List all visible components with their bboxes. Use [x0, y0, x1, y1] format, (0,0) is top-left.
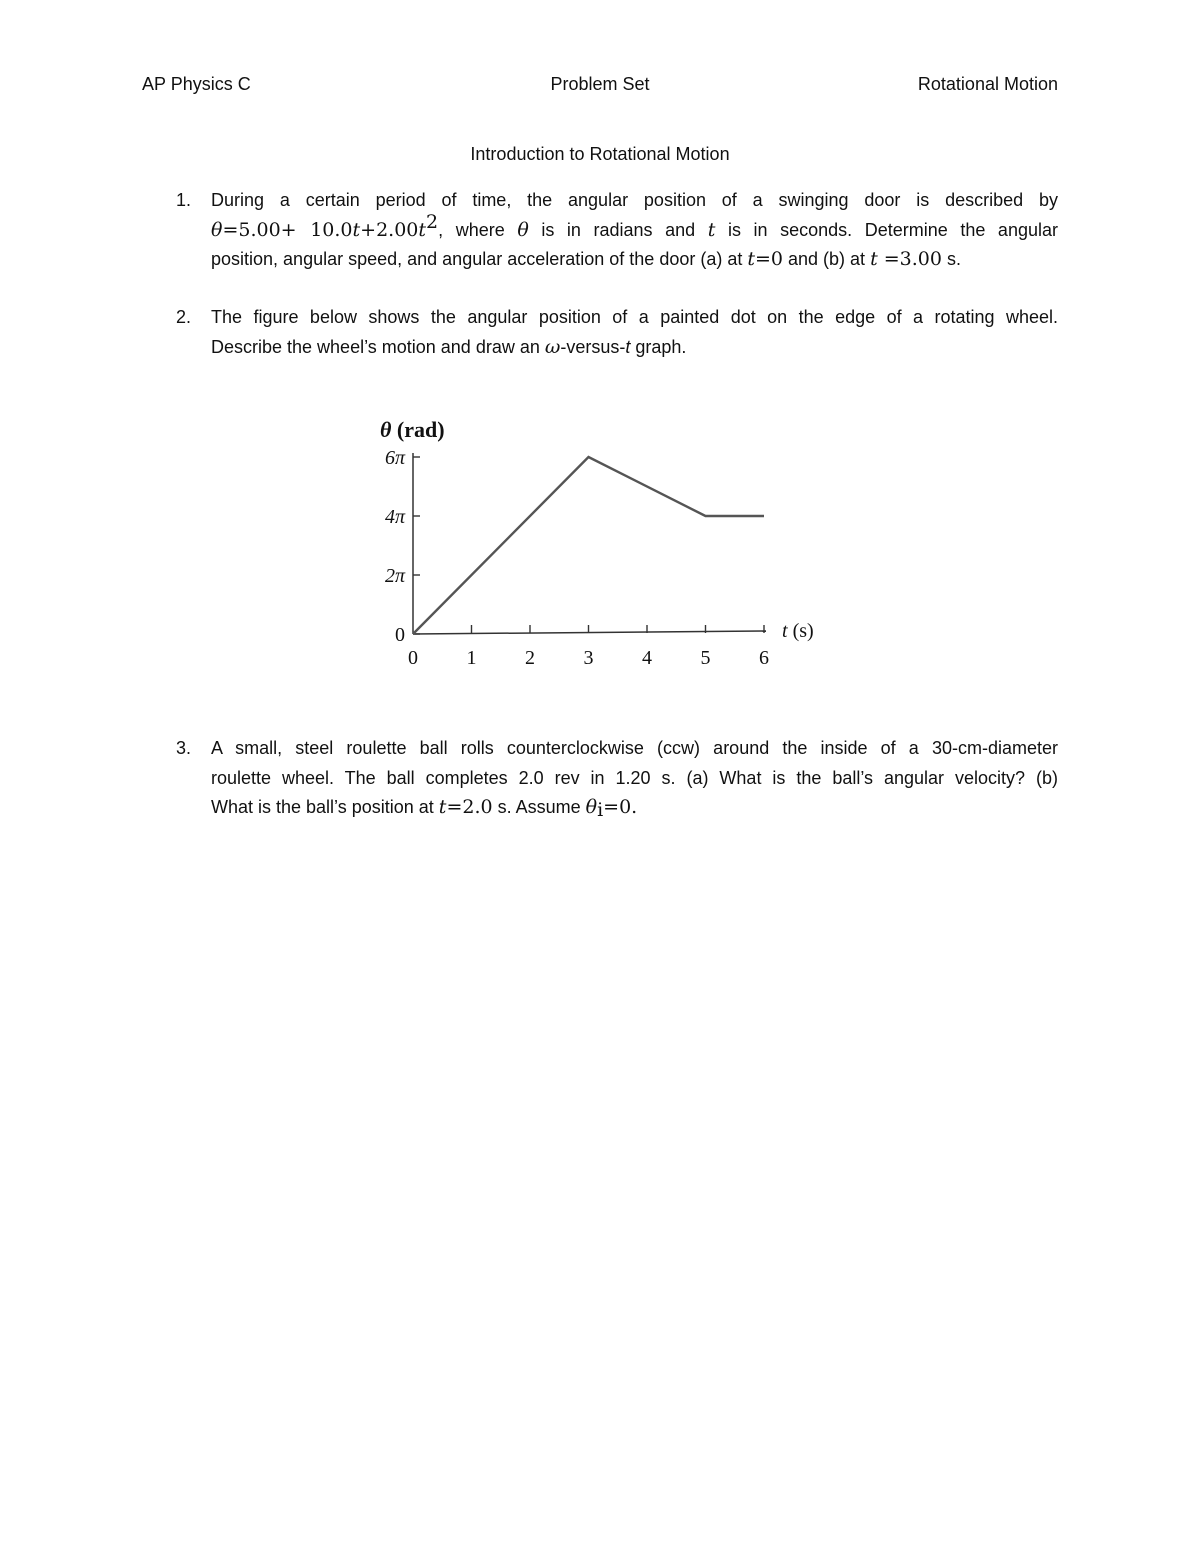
y-axis-label: θ (rad)	[380, 417, 445, 442]
angular-position-graph	[340, 405, 840, 675]
problem-1	[176, 186, 1058, 275]
y-tick-label: 4π	[384, 506, 405, 528]
x-tick-label: 5	[700, 647, 711, 669]
problem-2	[176, 303, 1058, 362]
problem-3	[176, 734, 1058, 823]
problem-line: Describe the wheel’s motion and draw an ω-versus-t graph.	[211, 335, 687, 358]
series-line	[413, 457, 764, 634]
x-tick-label: 0	[408, 647, 418, 669]
x-tick-label: 4	[642, 647, 652, 669]
problem-line: During a certain period of time, the angular position of a swinging door is described by	[211, 190, 1058, 210]
problem-number: 2.	[176, 307, 192, 327]
problem-line: The figure below shows the angular position of a painted dot on the edge of a rotating wheel.	[211, 307, 1058, 327]
problem-line: roulette wheel. The ball completes 2.0 rev in 1.20 s. (a) What is the ball’s angular velocity? (b)	[211, 767, 1058, 788]
y-tick-label: 0	[395, 624, 405, 646]
problem-number: 3.	[176, 738, 192, 758]
x-axis	[413, 631, 766, 634]
problem-line: What is the ball’s position at t=2.0 s. Assume $\theta_i=0$.	[211, 796, 638, 821]
x-tick-label: 2	[525, 647, 535, 669]
x-tick-label: 1	[466, 647, 477, 669]
header-course: AP Physics C	[142, 74, 251, 94]
problem-text	[211, 303, 1058, 362]
problem-text	[211, 734, 1058, 823]
page-header	[142, 74, 1058, 98]
section-title: Introduction to Rotational Motion	[470, 144, 730, 164]
x-tick-label: 3	[583, 647, 594, 669]
y-tick-label: 2π	[384, 565, 405, 587]
problem-line: position, angular speed, and angular acceleration of the door (a) at t=0 and (b) at t =3.00 s.	[211, 248, 961, 270]
header-doc-type: Problem Set	[550, 74, 650, 94]
y-tick-label: 6π	[384, 447, 405, 469]
x-axis-label: t (s)	[782, 620, 814, 642]
problem-number: 1.	[176, 190, 192, 210]
x-tick-label: 6	[759, 647, 769, 669]
problem-text	[211, 186, 1058, 275]
problem-line: $\theta=5.00+ 10.0t+2.00t^2$, where θ is in radians and t is in seconds. Determine the angular	[211, 210, 1058, 241]
y-tick-group	[385, 447, 420, 646]
problem-line: A small, steel roulette ball rolls counterclockwise (ccw) around the inside of a 30-cm-diameter	[211, 738, 1058, 758]
header-topic: Rotational Motion	[917, 74, 1058, 94]
